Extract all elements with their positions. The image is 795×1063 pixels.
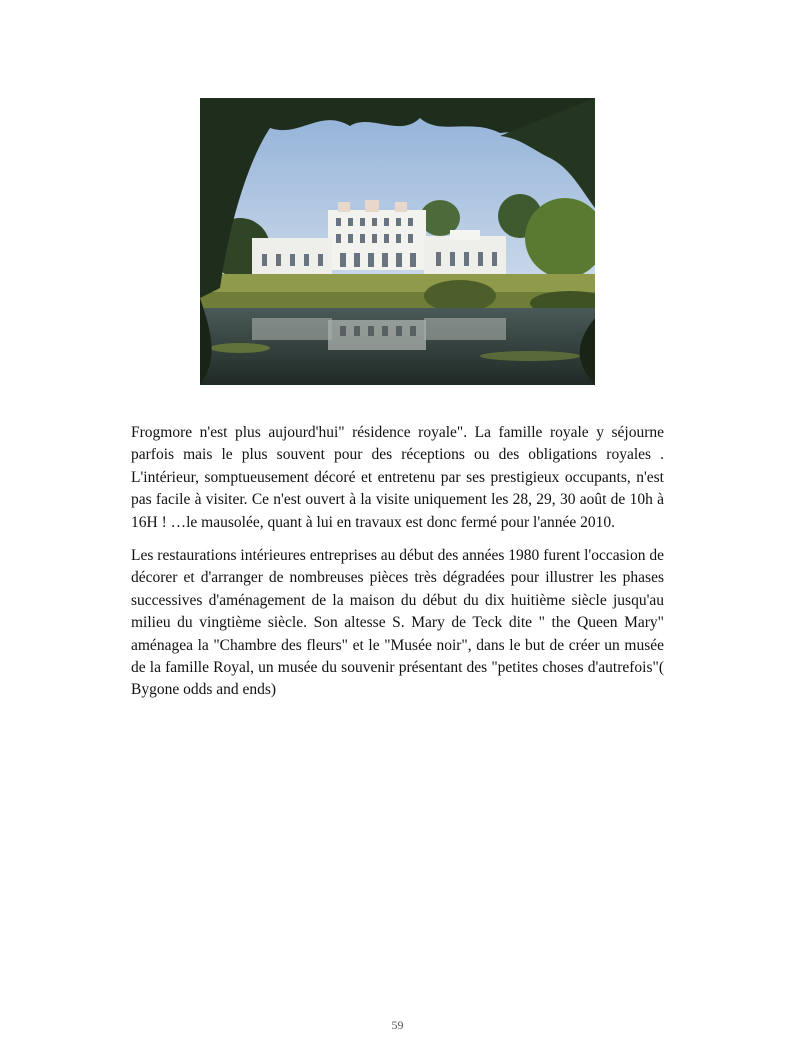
frogmore-house-photo xyxy=(200,98,595,385)
photo-illustration xyxy=(200,98,595,385)
paragraph-2: Les restaurations intérieures entreprises au début des années 1980 furent l'occasion de décorer et d'arranger de nombreuses pièces très dégradées pour illustrer les phases successives d'aménagement de la maison du début du dix huitième siècle jusqu'au milieu du vingtième siècle. Son altesse S. Mary de Teck dite " the Queen Mary" aménagea la "Chambre des fleurs" et le "Musée noir", dans le but de créer un musée de la famille Royal, un musée du souvenir présentant des "petites choses d'autrefois"( Bygone odds and ends) xyxy=(131,547,664,699)
body-text xyxy=(131,422,664,713)
paragraph-1: Frogmore n'est plus aujourd'hui" résidence royale". La famille royale y séjourne parfois mais le plus souvent pour des réceptions ou des obligations royales . L'intérieur, somptueusement décoré et entretenu par ses prestigieux occupants, n'est pas facile à visiter. Ce n'est ouvert à la visite uniquement les 28, 29, 30 août de 10h à 16H ! …le mausolée, quant à lui en travaux est donc fermé pour l'année 2010. xyxy=(131,424,664,531)
page-number: 59 xyxy=(391,1018,404,1032)
